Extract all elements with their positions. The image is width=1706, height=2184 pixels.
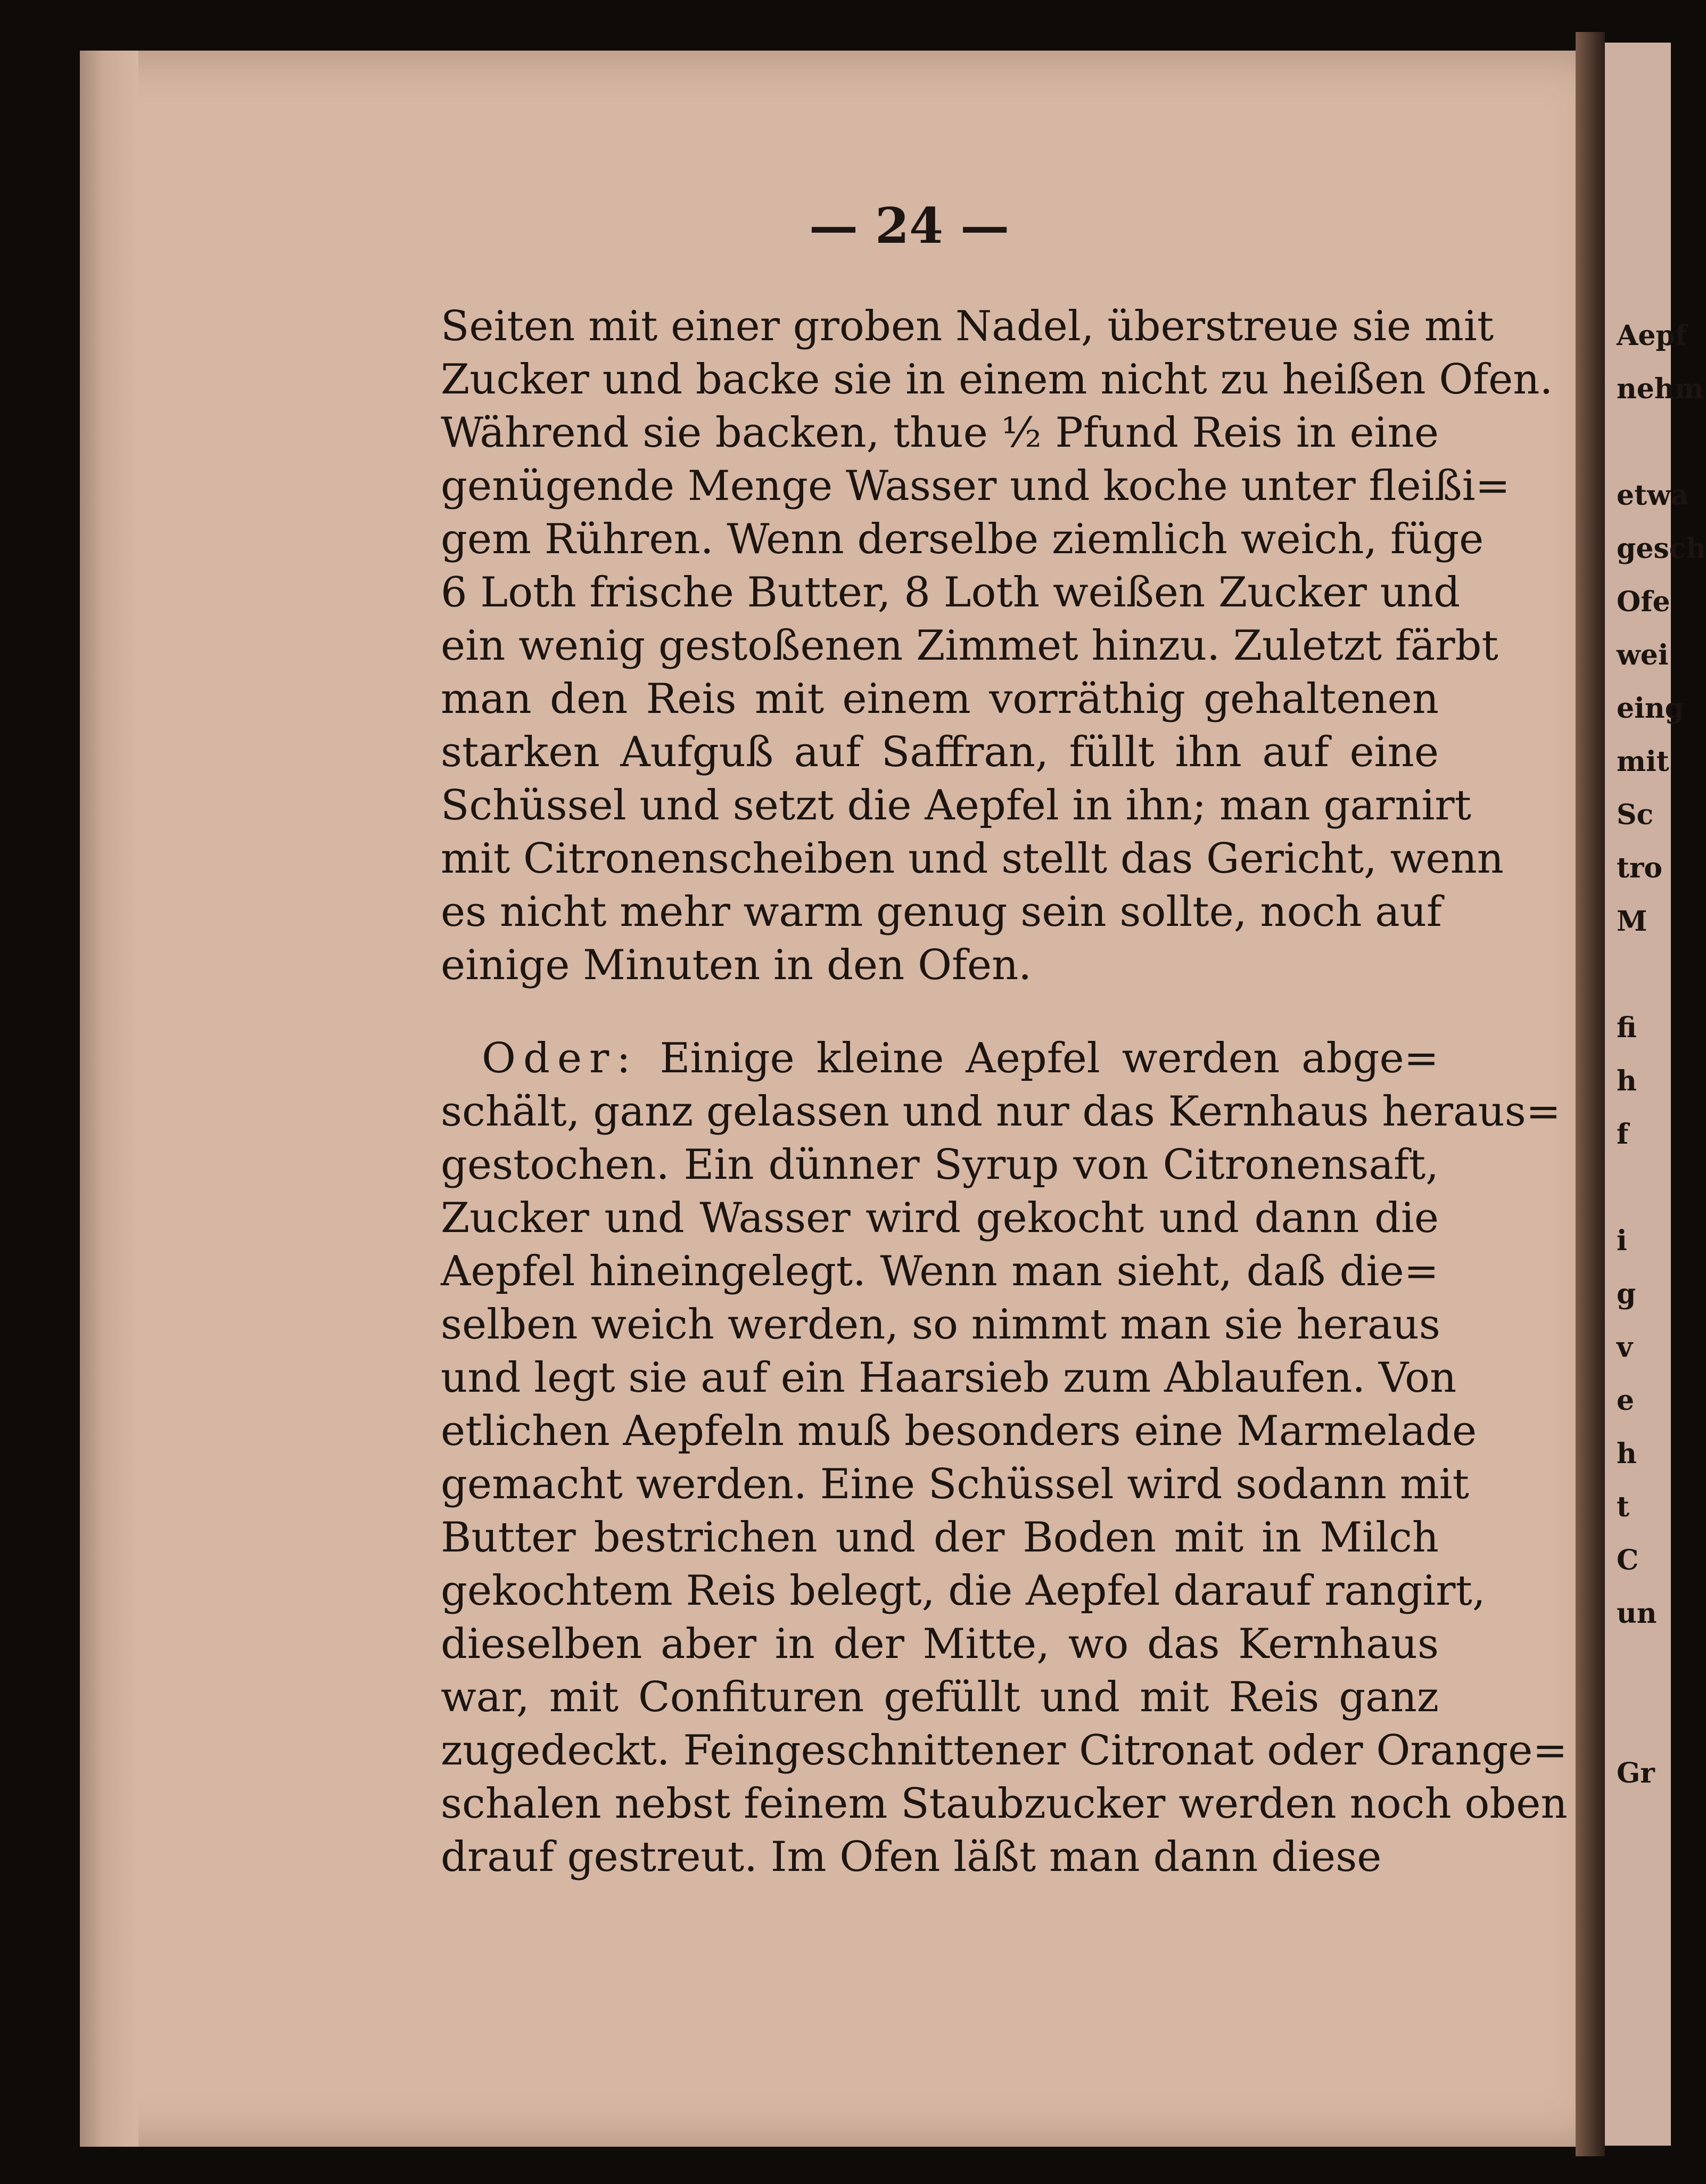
text-line: gemacht werden. Eine Schüssel wird sodann mit [441, 1460, 1470, 1508]
text-line-first [482, 1033, 1439, 1084]
text-line: schalen nebst feinem Staubzucker werden noch oben [441, 1780, 1568, 1828]
text-line: einige Minuten in den Ofen. [441, 941, 1032, 989]
text-line: Schüssel und setzt die Aepfel in ihn; man garnirt [441, 782, 1472, 830]
facing-text-fragment: i [1617, 1225, 1627, 1257]
text-line: war, mit Confituren gefüllt und mit Reis ganz [441, 1673, 1439, 1721]
text-line: Aepfel hineingelegt. Wenn man sieht, daß die= [441, 1247, 1439, 1295]
text-line: Seiten mit einer groben Nadel, überstreue sie mit [441, 302, 1494, 350]
text-line: genügende Menge Wasser und koche unter fleißi= [441, 462, 1510, 510]
facing-text-fragment: h [1617, 1438, 1637, 1470]
facing-text-fragment: f [1617, 1118, 1629, 1151]
facing-text-fragment: e [1617, 1384, 1635, 1417]
text-line: drauf gestreut. Im Ofen läßt man dann diese [441, 1833, 1382, 1881]
text-line: dieselben aber in der Mitte, wo das Kernhaus [441, 1620, 1439, 1668]
facing-text-fragment: h [1617, 1065, 1637, 1097]
text-line: starken Aufguß auf Saffran, füllt ihn auf eine [441, 728, 1439, 776]
text-line: Während sie backen, thue ½ Pfund Reis in eine [441, 409, 1439, 457]
facing-text-fragment: nehm [1617, 373, 1704, 405]
facing-text-fragment: mit [1617, 745, 1669, 778]
text-line: Zucker und backe sie in einem nicht zu heißen Ofen. [441, 356, 1553, 404]
facing-text-fragment: v [1617, 1331, 1633, 1364]
facing-text-fragment: tro [1617, 852, 1663, 884]
text-line: Zucker und Wasser wird gekocht und dann die [441, 1194, 1439, 1242]
facing-text-fragment: C [1617, 1544, 1639, 1577]
text-line: es nicht mehr warm genug sein sollte, noch auf [441, 888, 1442, 936]
facing-text-fragment: fi [1617, 1012, 1637, 1044]
text-line: 6 Loth frische Butter, 8 Loth weißen Zucker und [441, 569, 1460, 617]
facing-page-fragment [1605, 43, 1706, 2146]
text-line: selben weich werden, so nimmt man sie heraus [441, 1301, 1440, 1349]
facing-text-fragment: un [1617, 1597, 1657, 1630]
text-line: Butter bestrichen und der Boden mit in Milch [441, 1514, 1439, 1562]
facing-text-fragment: t [1617, 1491, 1630, 1523]
facing-text-fragment: Gr [1617, 1757, 1655, 1789]
facing-text-fragment: Sc [1617, 799, 1654, 831]
facing-text-fragment: Ofe [1617, 586, 1670, 618]
text-line: gestochen. Ein dünner Syrup von Citronensaft, [441, 1141, 1439, 1189]
facing-text-fragment: wei [1617, 639, 1669, 671]
page-edge-shadow [80, 51, 138, 2147]
text-line: ein wenig gestoßenen Zimmet hinzu. Zuletzt färbt [441, 622, 1498, 670]
text-line: man den Reis mit einem vorräthig gehaltenen [441, 675, 1439, 723]
facing-text-fragment: gesch [1617, 532, 1706, 565]
facing-text-fragment: Aepf [1617, 319, 1687, 352]
facing-text-fragment: M [1617, 905, 1647, 938]
facing-text-fragment: eing [1617, 692, 1685, 725]
facing-text-fragment: g [1617, 1278, 1636, 1310]
text-line: schält, ganz gelassen und nur das Kernhaus heraus= [441, 1088, 1561, 1136]
text-line: gem Rühren. Wenn derselbe ziemlich weich, füge [441, 515, 1484, 563]
text-line: mit Citronenscheiben und stellt das Gericht, wenn [441, 835, 1504, 883]
text-line: etlichen Aepfeln muß besonders eine Marmelade [441, 1407, 1477, 1455]
oder-lead: Oder: [482, 1034, 638, 1082]
text-line: gekochtem Reis belegt, die Aepfel darauf rangirt, [441, 1567, 1486, 1615]
first-line-rest: Einige kleine Aepfel werden abge= [638, 1034, 1439, 1082]
book-gutter [1576, 32, 1605, 2156]
text-line: und legt sie auf ein Haarsieb zum Ablaufen. Von [441, 1354, 1457, 1402]
facing-text-fragment: etwa [1617, 479, 1689, 512]
page-number: — 24 — [809, 197, 1010, 254]
text-line: zugedeckt. Feingeschnittener Citronat oder Orange= [441, 1727, 1568, 1775]
